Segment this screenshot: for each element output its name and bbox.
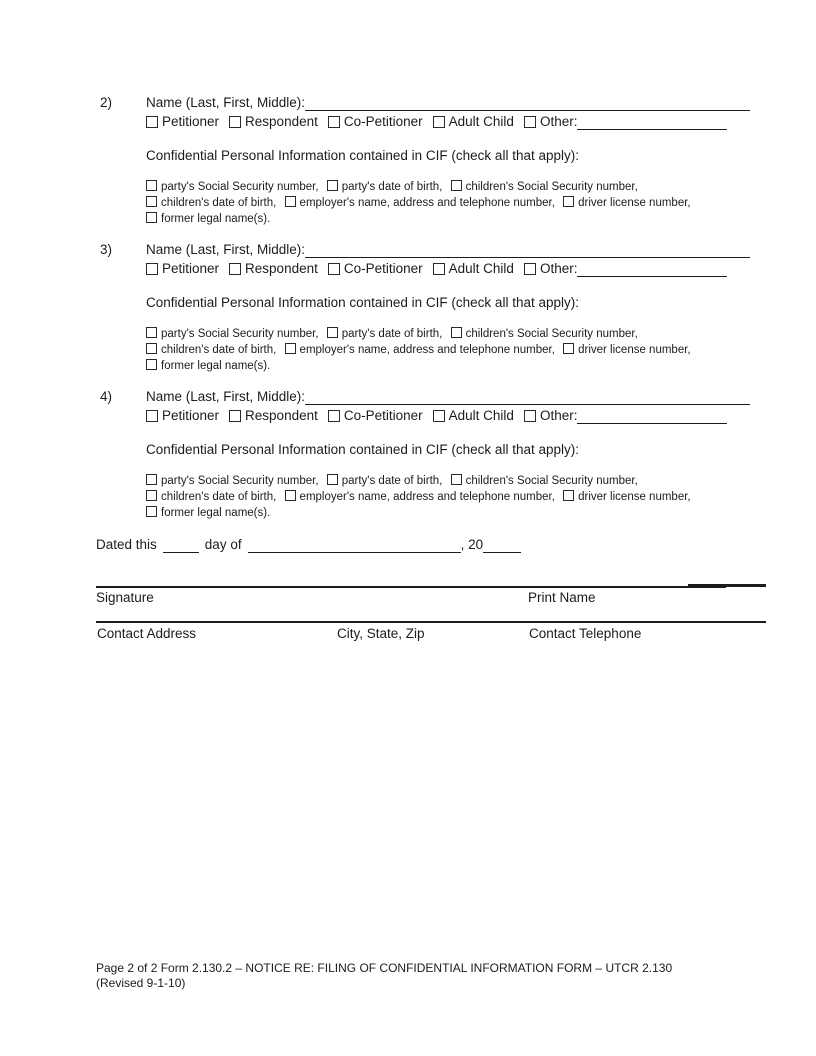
other-checkbox[interactable] (524, 410, 536, 422)
cif-children-ssn-label: children's Social Security number, (465, 328, 638, 340)
cif-heading: Confidential Personal Information contained in CIF (check all that apply): (146, 295, 579, 310)
petitioner-checkbox[interactable] (146, 116, 158, 128)
footer-form-title: Page 2 of 2 Form 2.130.2 – NOTICE RE: FILING OF CONFIDENTIAL INFORMATION FORM – UTCR 2.130 (96, 961, 673, 975)
cif-children-dob-checkbox[interactable] (146, 196, 157, 207)
dated-prefix-label: Dated this (96, 537, 157, 552)
signature-label: Signature (96, 590, 154, 605)
cif-party-dob-label: party's date of birth, (341, 181, 443, 193)
cif-children-ssn-label: children's Social Security number, (465, 181, 638, 193)
cif-children-ssn-label: children's Social Security number, (465, 475, 638, 487)
contact-line[interactable] (96, 621, 766, 623)
cif-driver-license-label: driver license number, (578, 344, 691, 356)
city-state-zip-label: City, State, Zip (337, 626, 425, 641)
section-number: 2) (100, 95, 113, 110)
cif-former-name-label: former legal name(s). (161, 507, 271, 519)
name-fill-line[interactable] (305, 243, 750, 258)
cif-driver-license-label: driver license number, (578, 197, 691, 209)
respondent-label: Respondent (245, 261, 318, 276)
adult-child-label: Adult Child (448, 408, 514, 423)
respondent-label: Respondent (245, 408, 318, 423)
other-checkbox[interactable] (524, 263, 536, 275)
signature-line[interactable] (96, 586, 726, 588)
co-petitioner-label: Co-Petitioner (343, 114, 423, 129)
cif-children-ssn-checkbox[interactable] (451, 474, 462, 485)
cif-party-dob-checkbox[interactable] (327, 180, 338, 191)
cif-party-dob-label: party's date of birth, (341, 475, 443, 487)
cif-party-ssn-checkbox[interactable] (146, 180, 157, 191)
cif-employer-checkbox[interactable] (285, 343, 296, 354)
other-label: Other: (539, 408, 578, 423)
respondent-checkbox[interactable] (229, 410, 241, 422)
name-label: Name (Last, First, Middle): (146, 389, 306, 404)
cif-party-ssn-label: party's Social Security number, (161, 181, 319, 193)
co-petitioner-checkbox[interactable] (328, 410, 340, 422)
cif-driver-license-checkbox[interactable] (563, 490, 574, 501)
page-footer (96, 961, 672, 990)
respondent-label: Respondent (245, 114, 318, 129)
cif-children-dob-label: children's date of birth, (161, 344, 277, 356)
cif-former-name-checkbox[interactable] (146, 359, 157, 370)
cif-driver-license-checkbox[interactable] (563, 343, 574, 354)
section-number: 3) (100, 242, 113, 257)
name-fill-line[interactable] (305, 390, 750, 405)
adult-child-label: Adult Child (448, 261, 514, 276)
section-number: 4) (100, 389, 113, 404)
dated-day-fill-line[interactable] (163, 538, 199, 553)
other-label: Other: (539, 114, 578, 129)
signature-line-end-segment (688, 584, 766, 587)
cif-party-ssn-checkbox[interactable] (146, 327, 157, 338)
cif-party-ssn-label: party's Social Security number, (161, 475, 319, 487)
cif-party-dob-checkbox[interactable] (327, 474, 338, 485)
party-section-2 (96, 95, 766, 230)
dated-line (96, 536, 521, 553)
co-petitioner-checkbox[interactable] (328, 116, 340, 128)
cif-party-dob-label: party's date of birth, (341, 328, 443, 340)
cif-children-dob-label: children's date of birth, (161, 197, 277, 209)
cif-former-name-checkbox[interactable] (146, 212, 157, 223)
adult-child-checkbox[interactable] (433, 263, 445, 275)
cif-former-name-label: former legal name(s). (161, 360, 271, 372)
adult-child-checkbox[interactable] (433, 116, 445, 128)
party-section-4 (96, 389, 766, 524)
cif-employer-checkbox[interactable] (285, 490, 296, 501)
petitioner-checkbox[interactable] (146, 410, 158, 422)
cif-party-ssn-label: party's Social Security number, (161, 328, 319, 340)
party-section-3 (96, 242, 766, 377)
petitioner-label: Petitioner (162, 261, 220, 276)
respondent-checkbox[interactable] (229, 116, 241, 128)
cif-children-dob-label: children's date of birth, (161, 491, 277, 503)
cif-party-ssn-checkbox[interactable] (146, 474, 157, 485)
cif-driver-license-checkbox[interactable] (563, 196, 574, 207)
petitioner-label: Petitioner (162, 408, 220, 423)
dated-month-fill-line[interactable] (248, 538, 461, 553)
cif-children-ssn-checkbox[interactable] (451, 180, 462, 191)
adult-child-checkbox[interactable] (433, 410, 445, 422)
cif-driver-license-label: driver license number, (578, 491, 691, 503)
cif-employer-checkbox[interactable] (285, 196, 296, 207)
dated-year-prefix-label: , 20 (460, 537, 484, 552)
name-label: Name (Last, First, Middle): (146, 242, 306, 257)
cif-children-dob-checkbox[interactable] (146, 343, 157, 354)
contact-address-label: Contact Address (97, 626, 197, 641)
respondent-checkbox[interactable] (229, 263, 241, 275)
cif-party-dob-checkbox[interactable] (327, 327, 338, 338)
footer-revision: (Revised 9-1-10) (96, 975, 186, 990)
other-fill-line[interactable] (577, 115, 727, 130)
co-petitioner-label: Co-Petitioner (343, 261, 423, 276)
cif-employer-label: employer's name, address and telephone number, (299, 344, 555, 356)
co-petitioner-checkbox[interactable] (328, 263, 340, 275)
cif-heading: Confidential Personal Information contained in CIF (check all that apply): (146, 148, 579, 163)
cif-children-ssn-checkbox[interactable] (451, 327, 462, 338)
dated-day-of-label: day of (204, 537, 242, 552)
petitioner-label: Petitioner (162, 114, 220, 129)
petitioner-checkbox[interactable] (146, 263, 158, 275)
print-name-label: Print Name (528, 590, 596, 605)
contact-telephone-label: Contact Telephone (529, 626, 642, 641)
other-label: Other: (539, 261, 578, 276)
other-fill-line[interactable] (577, 262, 727, 277)
co-petitioner-label: Co-Petitioner (343, 408, 423, 423)
dated-year-fill-line[interactable] (483, 538, 521, 553)
cif-former-name-checkbox[interactable] (146, 506, 157, 517)
cif-children-dob-checkbox[interactable] (146, 490, 157, 501)
cif-former-name-label: former legal name(s). (161, 213, 271, 225)
name-fill-line[interactable] (305, 96, 750, 111)
other-checkbox[interactable] (524, 116, 536, 128)
cif-employer-label: employer's name, address and telephone number, (299, 491, 555, 503)
name-label: Name (Last, First, Middle): (146, 95, 306, 110)
cif-heading: Confidential Personal Information contained in CIF (check all that apply): (146, 442, 579, 457)
cif-employer-label: employer's name, address and telephone number, (299, 197, 555, 209)
other-fill-line[interactable] (577, 409, 727, 424)
adult-child-label: Adult Child (448, 114, 514, 129)
